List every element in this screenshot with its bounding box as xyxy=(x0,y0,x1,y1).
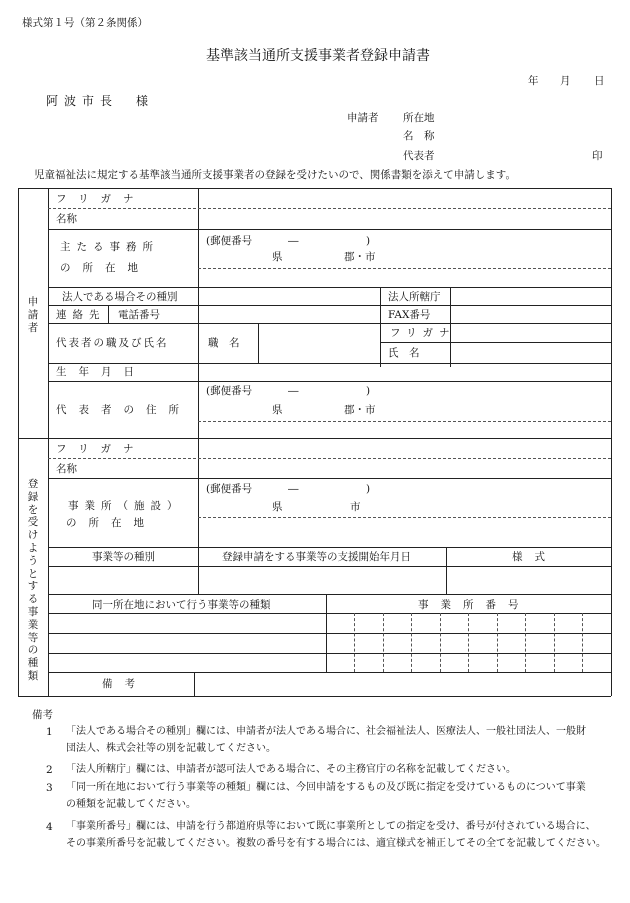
rep-postal-label: (郵便番号 xyxy=(206,385,253,397)
note-1-line-1: 「法人である場合その種別」欄には、申請者が法人である場合に、社会福祉法人、医療法人、一般社団法人、一般財 xyxy=(66,726,586,737)
business-type-label: 事業等の種別 xyxy=(92,551,155,563)
section-business-label: 登 録 を 受 け よ う と す る 事 業 等 の 種 類 xyxy=(27,478,39,682)
phone-label: 電話番号 xyxy=(118,309,160,321)
note-3-number: 3 xyxy=(46,782,53,794)
applicant-address-label: 所在地 xyxy=(403,112,435,124)
date-day: 日 xyxy=(594,75,605,87)
note-2-line-1: 「法人所轄庁」欄には、申請者が認可法人である場合に、その主務官庁の名称を記載してください。 xyxy=(66,764,516,775)
note-2-number: 2 xyxy=(46,764,53,776)
office-address-label-1: 主たる事務所 xyxy=(60,241,159,253)
county-city-label: 郡・市 xyxy=(344,251,376,263)
notes-heading: 備考 xyxy=(32,709,53,721)
note-4-line-2: その事業所番号を記載してください。複数の番号を有する場合には、適宜様式を補正してその全てを記載してください。 xyxy=(66,838,606,849)
date-year: 年 xyxy=(528,75,539,87)
seal-mark: 印 xyxy=(592,150,603,162)
facility-prefecture-label: 県 xyxy=(272,501,283,513)
contact-label: 連絡先 xyxy=(56,309,106,321)
office-number-label: 事業所番号 xyxy=(418,599,531,611)
prefecture-label: 県 xyxy=(272,251,283,263)
note-3-line-1: 「同一所在地において行う事業等の種類」欄には、今回申請をするもの及び既に指定を受けているものについて事業 xyxy=(66,782,586,793)
rep-county-city-label: 郡・市 xyxy=(344,404,376,416)
rep-postal-close: ) xyxy=(366,385,371,397)
birthdate-label: 生年月日 xyxy=(56,366,146,378)
postal-label: (郵便番号 xyxy=(206,235,253,247)
rep-prefecture-label: 県 xyxy=(272,404,283,416)
name-label: 名称 xyxy=(56,213,77,225)
start-date-label: 登録申請をする事業等の支援開始年月日 xyxy=(222,551,411,563)
note-4-line-1: 「事業所番号」欄には、申請を行う都道府県等において既に事業所としての指定を受け、番号が付されている場合に、 xyxy=(66,821,596,832)
note-4-number: 4 xyxy=(46,821,53,833)
facility-postal-dash: ― xyxy=(288,483,299,495)
date-month: 月 xyxy=(560,75,571,87)
corp-authority-label: 法人所轄庁 xyxy=(388,291,441,303)
corp-type-label: 法人である場合その種別 xyxy=(62,291,178,303)
rep-address-label: 代表者の住所 xyxy=(56,404,191,416)
position-label: 職 名 xyxy=(208,337,240,349)
format-label: 様式 xyxy=(512,551,557,563)
furigana-label: フリガナ xyxy=(56,193,146,205)
applicant-name-label: 名 称 xyxy=(403,130,435,142)
fax-label: FAX番号 xyxy=(388,309,431,321)
same-location-label: 同一所在地において行う事業等の種類 xyxy=(92,599,271,611)
facility-postal-label: (郵便番号 xyxy=(206,483,253,495)
rep-title-name-label: 代表者の職及び氏名 xyxy=(56,337,169,349)
furigana2-label: フリガナ xyxy=(390,327,456,339)
form-number: 様式第１号（第２条関係） xyxy=(22,17,148,29)
business-furigana-label: フリガナ xyxy=(56,443,146,455)
postal-dash: ― xyxy=(288,235,299,247)
postal-close: ) xyxy=(366,235,371,247)
facility-address-label-1: 事業所（施設） xyxy=(68,500,184,512)
office-address-label-2: の所在地 xyxy=(60,262,150,274)
rep-postal-dash: ― xyxy=(288,385,299,397)
applicant-label: 申請者 xyxy=(347,112,379,124)
section-applicant-label: 申 請 者 xyxy=(27,296,39,335)
full-name-label: 氏 名 xyxy=(388,347,420,359)
note-3-line-2: の種類を記載してください。 xyxy=(66,799,196,810)
remarks-label: 備考 xyxy=(102,678,147,690)
page-title: 基準該当通所支援事業者登録申請書 xyxy=(206,48,430,64)
note-1-number: 1 xyxy=(46,726,53,738)
business-name-label: 名称 xyxy=(56,463,77,475)
note-1-line-2: 団法人、株式会社等の別を記載してください。 xyxy=(66,743,276,754)
facility-address-label-2: の所在地 xyxy=(66,517,156,529)
facility-postal-close: ) xyxy=(366,483,371,495)
intro-text: 児童福祉法に規定する基準該当通所支援事業者の登録を受けたいので、関係書類を添えて申請します。 xyxy=(34,169,516,181)
addressee: 阿波市長 様 xyxy=(46,94,155,108)
facility-city-label: 市 xyxy=(350,501,361,513)
applicant-representative-label: 代表者 xyxy=(403,150,435,162)
